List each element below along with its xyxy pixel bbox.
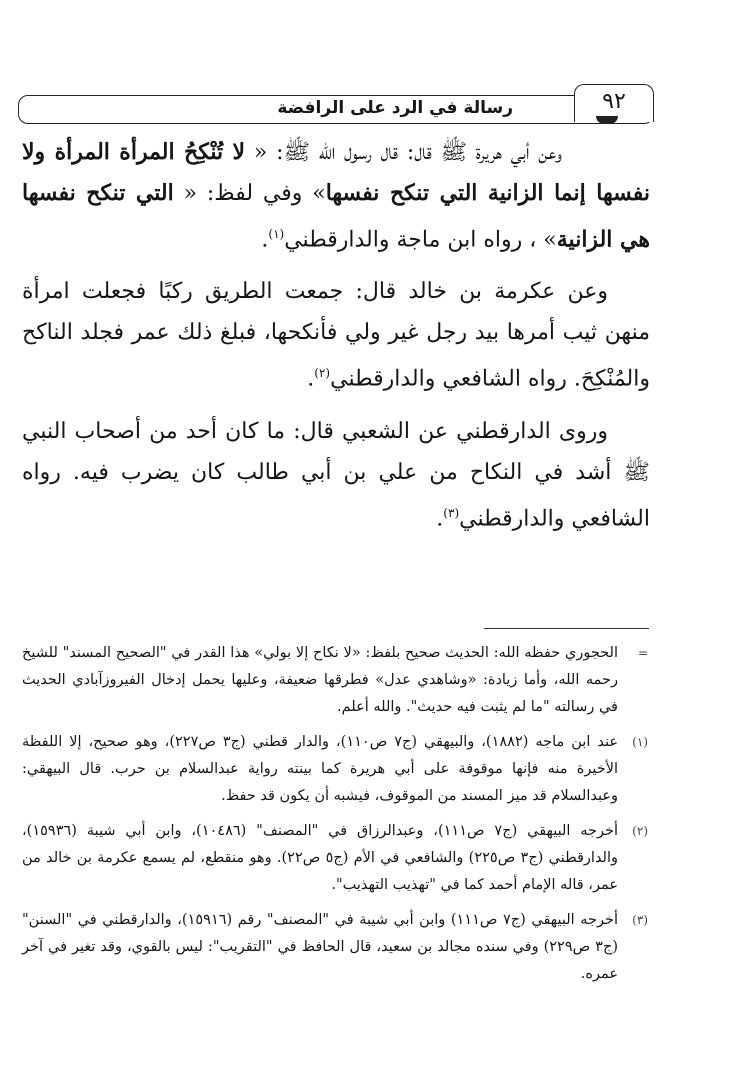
footnote-marker: (٢) [632,824,648,838]
footnote-text: أخرجه البيهقي (ج٧ ص١١١) وابن أبي شيبة في "المصنف" رقم (١٥٩١٦)، والدارقطني في "السنن" (ج٣ ص٢٢٩) وفي سنده مجالد بن سعيد، قال الحافظ في "التقريب": ليس بالقوي، وقد تغير في آخر عمره. [22,912,618,982]
footnote [22,640,648,721]
footnotes [22,640,648,996]
text-run: . [307,366,315,392]
footnote-ref: (١) [268,227,285,241]
text-run: » ، رواه ابن ماجة والدارقطني [284,227,557,253]
paragraph [22,132,650,260]
text-run: وعن أبي هريرة ﷺ قال: قال رسول الله ﷺ: « [245,140,562,165]
footnote-marker: = [637,646,648,660]
footnote-marker: (٣) [632,913,648,927]
text-run: » وفي لفظ: « [173,181,326,206]
text-run: وروى الدارقطني عن الشعبي قال: ما كان أحد من أصحاب النبي ﷺ أشد في النكاح من علي بن أبي طالب كان يضرب فيه. رواه الشافعي والدارقطني [22,418,650,531]
footnote [22,818,648,899]
footnote [22,729,648,810]
text-run: وعن عكرمة بن خالد قال: جمعت الطريق ركبًا فجعلت امرأة منهن ثيب أمرها بيد رجل غير ولي فأنكحها، فبلغ ذلك عمر فجلد الناكح والمُنْكِحَ. رواه الشافعي والدارقطني [22,279,650,392]
paragraph [22,411,650,539]
main-text [22,132,650,550]
running-header [18,95,654,124]
footnote [22,907,648,988]
footnote-text: الحجوري حفظه الله: الحديث صحيح بلفظ: «لا نكاح إلا بولي» هذا القدر في "الصحيح المسند" للشيخ رحمه الله، وأما زيادة: «وشاهدي عدل» فطرقها ضعيفة، وعليها يحمل إدخال الفيروزآبادي الحديث في رسالته "ما لم يثبت فيه حديث". والله أعلم. [22,645,618,715]
footnote-marker: (١) [632,735,648,749]
page-number: ٩٢ [602,89,626,114]
footnote-separator [484,628,649,629]
footnote-text: أخرجه البيهقي (ج٧ ص١١١)، وعبدالرزاق في "المصنف" (١٠٤٨٦)، وابن أبي شيبة (١٥٩٣٦)، والدارقطني (ج٣ ص٢٢٥) والشافعي في الأم (ج٥ ص٢٢). وهو منقطع، لم يسمع عكرمة بن خالد من عمر، قاله الإمام أحمد كما في "تهذيب التهذيب". [22,823,619,893]
paragraph [22,271,650,399]
footnote-ref: (٢) [314,366,331,381]
footnote-ref: (٣) [443,505,460,520]
running-title: رسالة في الرد على الرافضة [277,98,513,118]
hadith-quote: لا تُنْكِحُ المرأة المرأة ولا نفسها إنما الزانية التي تنكح نفسها [22,139,650,206]
text-run: . [261,227,269,253]
hadith-quote: التي تنكح نفسها هي الزانية [22,180,650,253]
text-run: . [436,505,444,531]
footnote-text: عند ابن ماجه (١٨٨٢)، والبيهقي (ج٧ ص١١٠)، والدار قطني (ج٣ ص٢٢٧)، وهو صحيح، إلا اللفظة الأخيرة منه فإنها موقوفة على أبي هريرة كما بينته رواية عبدالسلام بن حرب. قال البيهقي: وعبدالسلام قد ميز المسند من الموقوف، فيشبه أن يكون قد حفظ. [22,734,618,804]
